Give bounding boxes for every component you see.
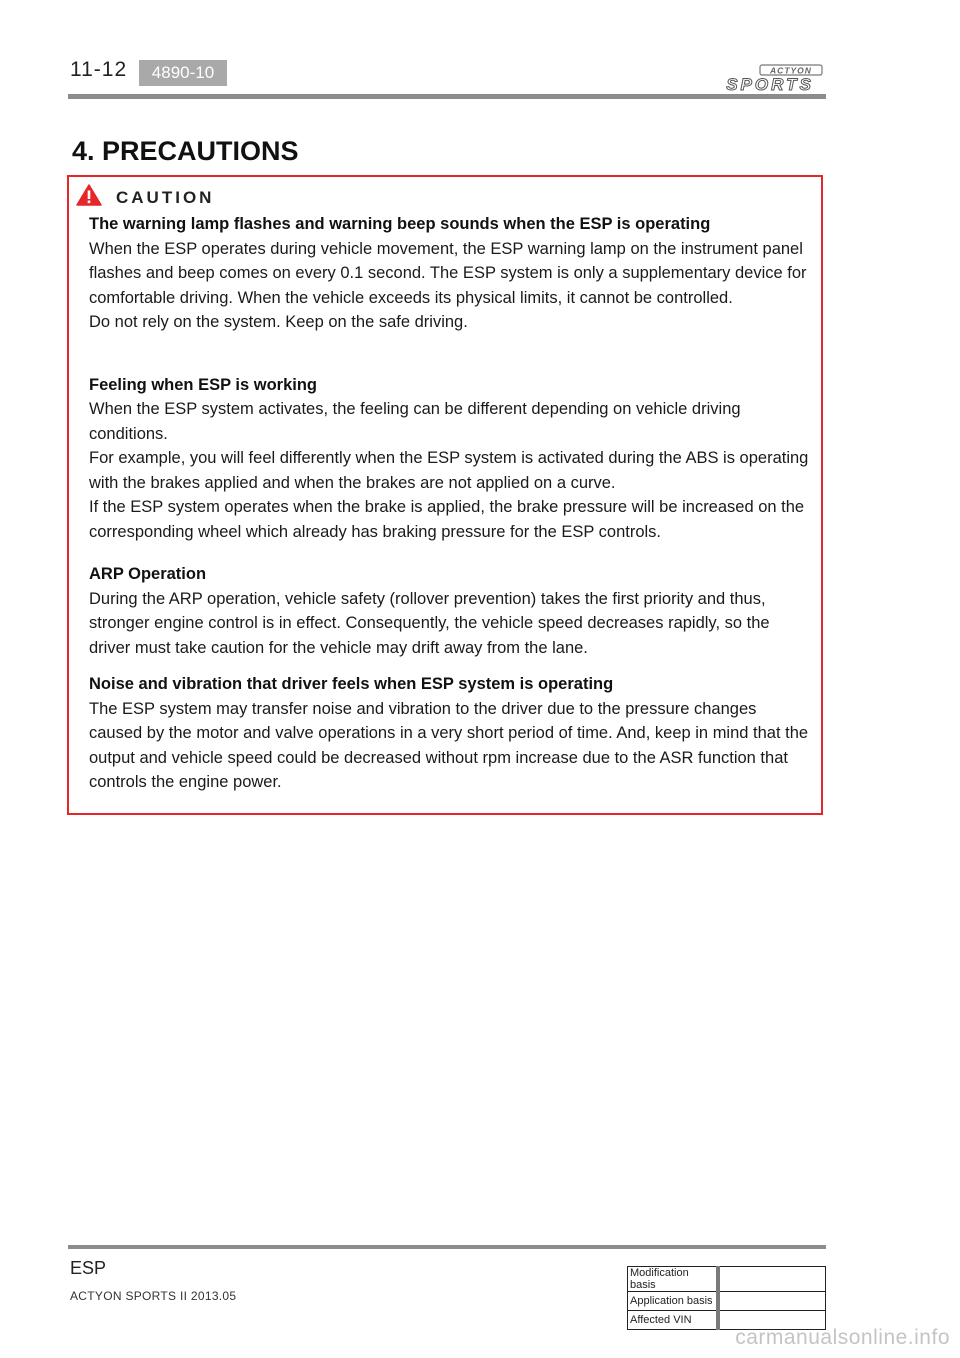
- watermark: carmanualsonline.info: [735, 1326, 950, 1349]
- actyon-sports-logo: [714, 64, 826, 94]
- caution-block-noise: [89, 672, 813, 795]
- section-title: 4. PRECAUTIONS: [72, 136, 299, 166]
- block-text: The ESP system may transfer noise and vibration to the driver due to the pressure changes caused by the motor and valve operations in a very short period of time. And, keep in mind that the output and vehicle speed could be decreased without rpm increase due to the ASR function that controls the engine power.: [89, 699, 809, 791]
- logo-main-text: SPORTS: [726, 75, 814, 94]
- block-heading: Noise and vibration that driver feels when ESP system is operating: [89, 675, 614, 693]
- caution-block-feeling: [89, 373, 813, 545]
- section-code-tab: 4890-10: [139, 60, 227, 86]
- block-heading: Feeling when ESP is working: [89, 375, 317, 394]
- table-row: [628, 1267, 826, 1292]
- basis-table: [627, 1266, 826, 1330]
- basis-label: Modification basis: [628, 1267, 719, 1292]
- caution-label: CAUTION: [116, 188, 215, 207]
- block-heading: ARP Operation: [89, 565, 207, 583]
- caution-block-arp: [89, 562, 813, 660]
- block-text: Do not rely on the system. Keep on the safe driving.: [89, 313, 468, 331]
- basis-label: Affected VIN: [628, 1311, 719, 1330]
- page-number: 11-12: [70, 58, 128, 81]
- footer-model: ACTYON SPORTS II 2013.05: [70, 1289, 237, 1303]
- basis-value: [718, 1292, 826, 1311]
- block-heading: The warning lamp flashes and warning beep sounds when the ESP is operating: [89, 215, 711, 233]
- block-text: When the ESP system activates, the feeling can be different depending on vehicle driving conditions.: [89, 400, 741, 443]
- header-rule: [68, 94, 826, 99]
- warning-triangle-icon: [76, 184, 102, 206]
- block-text: During the ARP operation, vehicle safety (rollover prevention) takes the first priority and thus, stronger engine control is in effect. Consequently, the vehicle speed decreases rapidly, so the driver must take caution for the vehicle may drift away from the lane.: [89, 589, 770, 657]
- table-row: [628, 1292, 826, 1311]
- caution-content: [89, 212, 813, 795]
- basis-value: [718, 1267, 826, 1292]
- block-text: When the ESP operates during vehicle movement, the ESP warning lamp on the instrument panel flashes and beep comes on every 0.1 second. The ESP system is only a supplementary device for comfortable driving. When the vehicle exceeds its physical limits, it cannot be controlled.: [89, 239, 807, 307]
- logo-top-text: ACTYON: [770, 65, 812, 76]
- caution-block-warning-lamp: [89, 212, 813, 335]
- block-text: For example, you will feel differently when the ESP system is activated during the ABS is operating with the brakes applied and when the brakes are not applied on a curve.: [89, 449, 809, 492]
- footer-rule: [68, 1245, 826, 1249]
- footer-system: ESP: [70, 1258, 107, 1278]
- basis-label: Application basis: [628, 1292, 719, 1311]
- block-text: If the ESP system operates when the brake is applied, the brake pressure will be increased on the corresponding wheel which already has braking pressure for the ESP controls.: [89, 498, 805, 541]
